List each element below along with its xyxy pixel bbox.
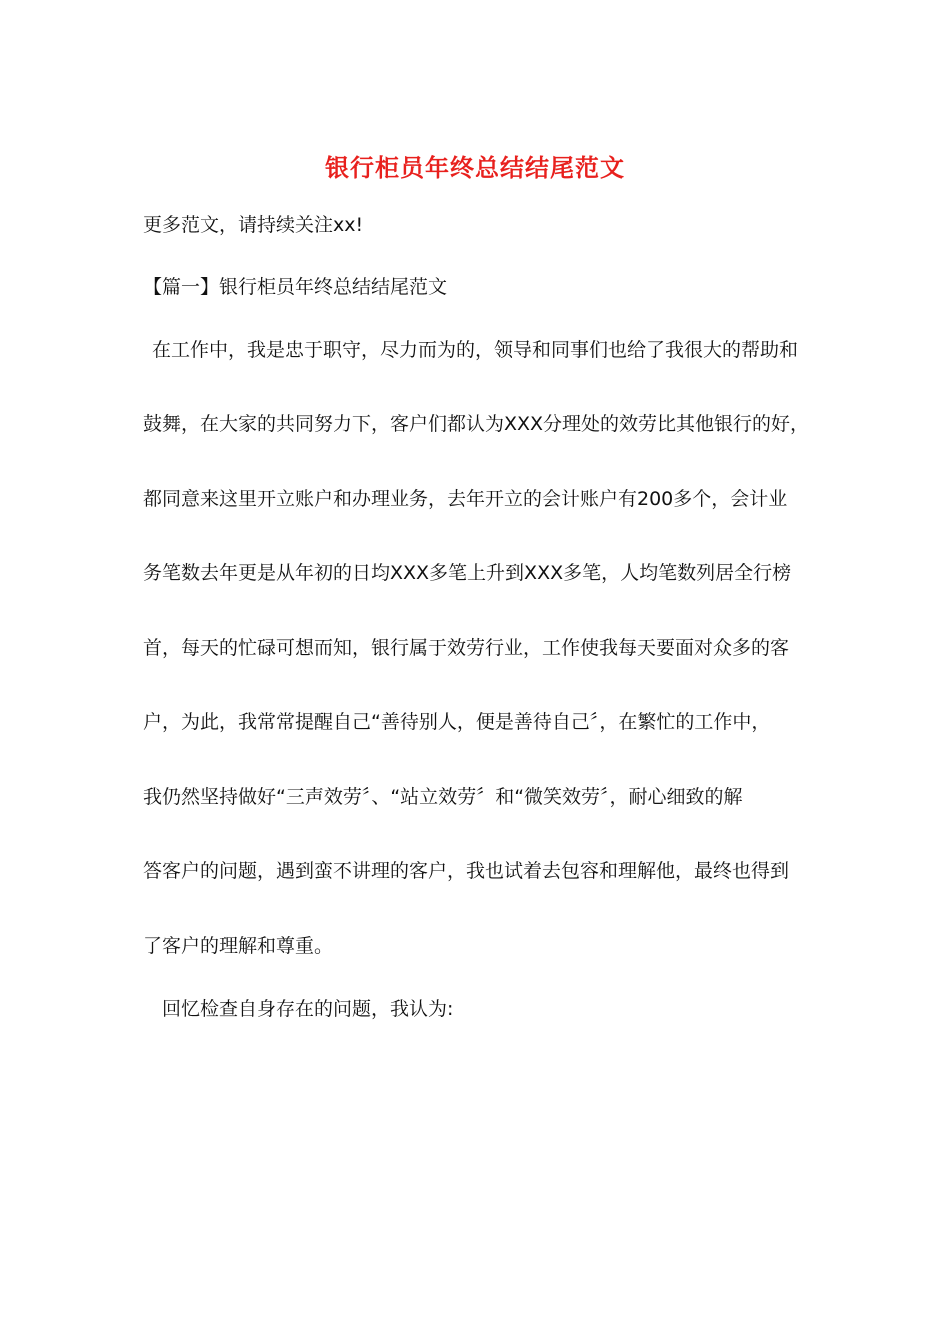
- paragraph-line: 户，为此，我常常提醒自己“善待别人，便是善待自己〞，在繁忙的工作中，: [143, 711, 771, 733]
- paragraph-line: 务笔数去年更是从年初的日均XXX多笔上升到XXX多笔，人均笔数列居全行榜: [143, 562, 792, 584]
- paragraph-line: 了客户的理解和尊重。: [143, 935, 334, 957]
- document-title: 银行柜员年终总结结尾范文: [325, 153, 625, 182]
- paragraph-line: 在工作中，我是忠于职守，尽力而为的，领导和同事们也给了我很大的帮助和: [152, 339, 799, 361]
- paragraph-line: 都同意来这里开立账户和办理业务，去年开立的会计账户有200多个，会计业: [143, 488, 788, 510]
- paragraph-line: 鼓舞，在大家的共同努力下，客户们都认为XXX分理处的效劳比其他银行的好，: [143, 413, 810, 435]
- intro-text: 更多范文，请持续关注xx!: [143, 214, 364, 236]
- paragraph-line: 答客户的问题，遇到蛮不讲理的客户，我也试着去包容和理解他，最终也得到: [143, 860, 790, 882]
- paragraph-line: 我仍然坚持做好“三声效劳〞、“站立效劳〞和“微笑效劳〞，耐心细致的解: [143, 786, 743, 808]
- reflection-text: 回忆检查自身存在的问题，我认为:: [162, 998, 454, 1020]
- section-heading: 【篇一】银行柜员年终总结结尾范文: [143, 276, 448, 298]
- paragraph-line: 首，每天的忙碌可想而知，银行属于效劳行业，工作使我每天要面对众多的客: [143, 637, 790, 659]
